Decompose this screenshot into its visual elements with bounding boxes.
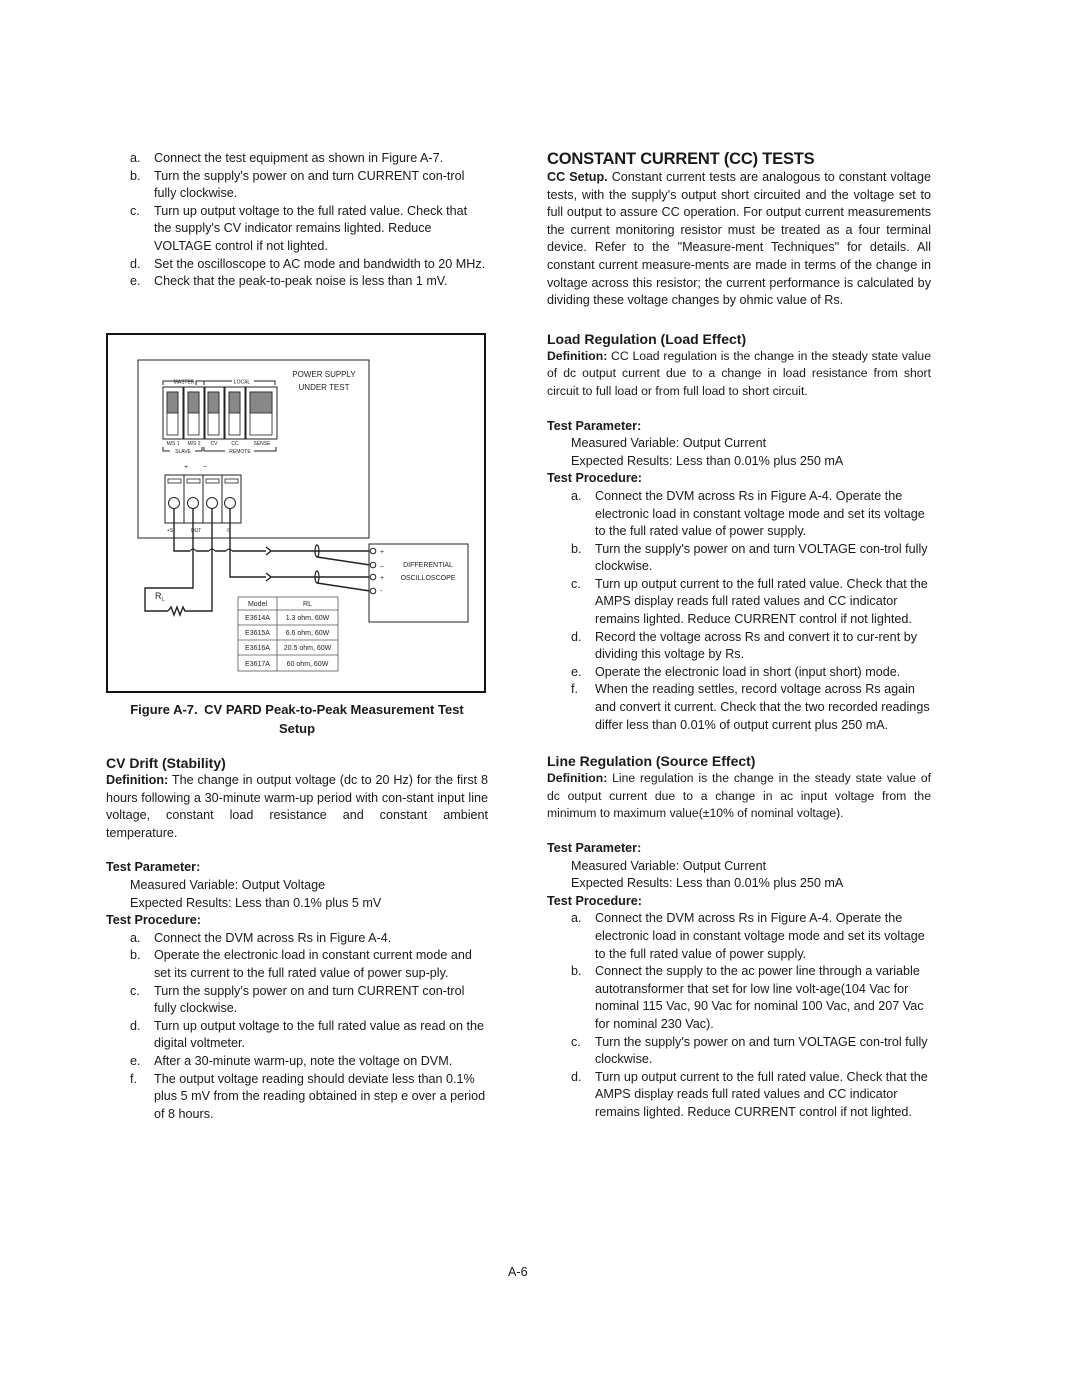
definition-paragraph: Definition: The change in output voltage (dc to 20 Hz) for the first 8 hours following a 30-minute warm-up period with con-stant input line voltage, constant load resistance and constant ambient temperature. <box>106 773 488 840</box>
test-parameter-heading: Test Parameter: <box>106 860 201 875</box>
table-header-model: Model <box>247 601 268 608</box>
svg-text:+: + <box>380 549 385 556</box>
measured-variable: Measured Variable: Output Current <box>571 436 767 451</box>
list-item: d. Turn up output voltage to the full rated value as read on the digital voltmeter. <box>130 1018 484 1051</box>
psu-label-2: UNDER TEST <box>298 383 350 392</box>
list-item: a. Connect the DVM across Rs in Figure A-4. Operate the electronic load in constant voltage mode and set its voltage to the full rated value of power supply. <box>571 488 925 539</box>
list-item: c. Turn the supply's power on and turn VOLTAGE con-trol fully clockwise. <box>571 1034 928 1067</box>
list-item: b. Turn the supply's power on and turn VOLTAGE con-trol fully clockwise. <box>571 541 928 574</box>
svg-text:–: – <box>380 563 384 570</box>
load-regulation-title: Load Regulation (Load Effect) <box>547 330 747 347</box>
svg-text:E3614A: E3614A <box>245 615 270 622</box>
test-procedure-heading: Test Procedure: <box>547 471 642 486</box>
svg-text:20.5 ohm, 60W: 20.5 ohm, 60W <box>283 645 332 652</box>
list-item: c. Turn up output voltage to the full rated value. Check that the supply's CV indicator remains lighted. Reduce VOLTAGE control if not lighted. <box>130 203 468 253</box>
resistor-label: R <box>155 591 162 601</box>
cc-setup-paragraph: CC Setup. Constant current tests are analogous to constant voltage tests, with the supply's output short circuited and the voltage set to full output to assure CC operation. For output current measurements the current monitoring resistor must be treated as a four terminal device. Refer to the "Measure-ment Techniques" for details. All constant current measure-ments are made in terms of the change in voltage across this resistor; the current performance is calculated by dividing these voltage changes by ohmic value of Rs. <box>547 170 932 308</box>
test-parameter-heading: Test Parameter: <box>547 841 642 855</box>
switch-label-ms2: M/S 2 <box>187 441 201 447</box>
list-item: b. Turn the supply's power on and turn CURRENT con-trol fully clockwise. <box>130 168 465 201</box>
measured-variable: Measured Variable: Output Voltage <box>130 877 326 892</box>
svg-text:60 ohm, 60W: 60 ohm, 60W <box>286 661 329 668</box>
list-item: d. Record the voltage across Rs and convert it to cur-rent by dividing this voltage by Rs. <box>571 629 917 662</box>
intro-steps-list <box>106 150 488 291</box>
cv-drift-section <box>106 754 488 1123</box>
load-regulation-definition: Definition: CC Load regulation is the change in the steady state value of dc output current due to a change in load resistance from short circuit to full load or from full load to short circuit. <box>547 348 931 398</box>
scope-label-1: DIFFERENTIAL <box>403 562 453 569</box>
terminal-label-minus-s: -S <box>225 528 231 534</box>
test-parameter-heading: Test Parameter: <box>547 418 642 433</box>
resistor-subscript: L <box>162 597 165 603</box>
measured-variable: Measured Variable: Output Current <box>571 858 767 873</box>
svg-text:+: + <box>380 575 385 582</box>
list-item: b. Connect the supply to the ac power line through a variable autotransformer that set for low line volt-age(104 Vac for nominal 115 Vac, 90 Vac for nominal 100 Vac, and 207 Vac for nominal 230 Vac). <box>571 964 924 1031</box>
list-item: a. Connect the test equipment as shown in Figure A-7. <box>130 151 444 165</box>
list-item: f. The output voltage reading should deviate less than 0.1% plus 5 mV from the reading obtained in step e over a period of 8 hours. <box>130 1071 486 1121</box>
expected-results: Expected Results: Less than 0.1% plus 5 mV <box>130 895 382 910</box>
local-label: LOCAL <box>233 379 251 386</box>
list-item: c. Turn up output current to the full rated value. Check that the AMPS display reads full rated values and CC indicator remains lighted. Reduce CURRENT control if not lighted. <box>571 576 928 627</box>
list-item: e. Operate the electronic load in short (input short) mode. <box>571 664 901 679</box>
terminal-label-plus-s: +S <box>166 528 174 534</box>
list-item: f. When the reading settles, record voltage across Rs again and convert it current. Check that the two recorded readings differ less than 0.01% of output current plus 250 mA. <box>571 682 930 732</box>
list-item: e. Check that the peak-to-peak noise is less than 1 mV. <box>130 274 448 289</box>
table-header-rl: RL <box>303 601 312 608</box>
slave-label: SLAVE <box>175 449 191 455</box>
switch-label-cv: CV <box>210 441 218 447</box>
load-resistor-table <box>238 597 338 671</box>
procedure-steps <box>106 930 488 1124</box>
page-number: A-6 <box>508 1265 528 1279</box>
test-procedure-heading: Test Procedure: <box>547 893 642 908</box>
expected-results: Expected Results: Less than 0.01% plus 250 mA <box>571 876 844 891</box>
page-section-title: CONSTANT CURRENT (CC) TESTS <box>547 150 815 168</box>
scope-label-2: OSCILLOSCOPE <box>400 575 456 582</box>
list-item: b. Operate the electronic load in constant current mode and set its current to the full rated value of power sup-ply. <box>130 948 472 980</box>
load-regulation-steps <box>547 488 931 734</box>
switch-label-ms1: M/S 1 <box>166 441 180 447</box>
list-item: e. After a 30-minute warm-up, note the voltage on DVM. <box>130 1053 453 1068</box>
svg-text:-: - <box>380 588 383 595</box>
figure-caption: Figure A-7. CV PARD Peak-to-Peak Measurement Test Setup <box>130 702 464 736</box>
psu-label-1: POWER SUPPLY <box>292 370 356 379</box>
master-label: MASTER <box>173 379 195 386</box>
left-column-intro-steps <box>106 150 488 291</box>
list-item: a. Connect the DVM across Rs in Figure A-4. Operate the electronic load in constant voltage mode and set its voltage to the full rated value of power supply. <box>571 911 925 961</box>
terminal-label-out: OUT <box>190 528 202 534</box>
plus-label: + <box>183 464 189 471</box>
remote-label: REMOTE <box>229 449 251 455</box>
svg-text:E3615A: E3615A <box>245 630 270 637</box>
test-procedure-heading: Test Procedure: <box>106 913 201 928</box>
figure-a7-diagram <box>106 333 486 693</box>
dip-switches <box>163 387 277 439</box>
list-item: d. Turn up output current to the full rated value. Check that the AMPS display reads full rated values and CC indicator remains lighted. Reduce CURRENT control if not lighted. <box>571 1069 928 1119</box>
switch-label-sense: SENSE <box>253 441 271 447</box>
svg-text:1.3 ohm, 60W: 1.3 ohm, 60W <box>285 615 330 622</box>
line-regulation-steps <box>547 910 931 1121</box>
svg-text:E3617A: E3617A <box>245 661 270 668</box>
pard-setup-schematic <box>108 335 488 695</box>
list-item: c. Turn the supply's power on and turn CURRENT con-trol fully clockwise. <box>130 983 465 1016</box>
line-regulation-title: Line Regulation (Source Effect) <box>547 753 756 770</box>
line-regulation-definition: Definition: Line regulation is the change in the steady state value of dc output current due to a change in ac input voltage from the minimum to maximum value(±10% of nominal voltage). <box>547 771 931 821</box>
section-title: CV Drift (Stability) <box>106 755 226 771</box>
svg-text:6.6 ohm, 60W: 6.6 ohm, 60W <box>285 630 330 637</box>
expected-results: Expected Results: Less than 0.01% plus 250 mA <box>571 453 844 468</box>
list-item: a. Connect the DVM across Rs in Figure A-4. <box>130 930 392 945</box>
list-item: d. Set the oscilloscope to AC mode and bandwidth to 20 MHz. <box>130 256 486 271</box>
svg-text:E3616A: E3616A <box>245 645 270 652</box>
switch-label-cc: CC <box>231 441 239 447</box>
minus-label: − <box>202 464 208 471</box>
right-column <box>547 150 931 1122</box>
